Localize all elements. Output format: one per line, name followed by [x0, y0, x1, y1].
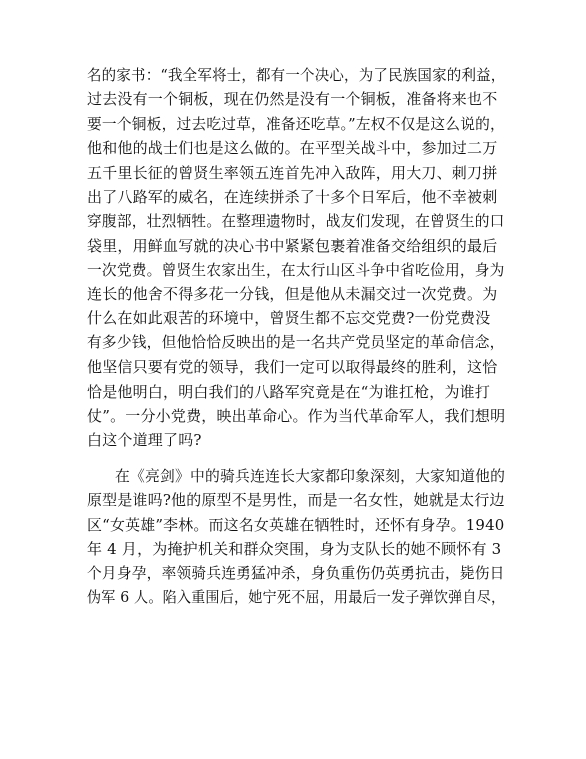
text-line: 穿腹部，壮烈牺牲。在整理遗物时，战友们发现，在曾贤生的口 — [87, 212, 505, 230]
text-line: 区“女英雄”李林。而这名女英雄在牺牲时，还怀有身孕。1940 — [87, 516, 505, 534]
text-line: 要一个铜板，过去吃过草，准备还吃草。”左权不仅是这么说的， — [87, 115, 505, 133]
text-line: 个月身孕，率领骑兵连勇猛冲杀，身负重伤仍英勇抗击，毙伤日 — [87, 564, 505, 582]
text-line: 年 4 月，为掩护机关和群众突围，身为支队长的她不顾怀有 3 — [87, 540, 502, 558]
paragraph-first-line: 在《亮剑》中的骑兵连连长大家都印象深刻，大家知道他的 — [115, 467, 506, 485]
text-line: 五千里长征的曾贤生率领五连首先冲入敌阵，用大刀、刺刀拼 — [87, 164, 498, 182]
text-line: 有多少钱，但他恰恰反映出的是一名共产党员坚定的革命信念， — [87, 333, 505, 351]
text-line: 出了八路军的威名，在连续拼杀了十多个日军后，他不幸被刺 — [87, 188, 498, 206]
text-line: 他和他的战士们也是这么做的。在平型关战斗中，参加过二万 — [87, 139, 498, 157]
text-line: 过去没有一个铜板，现在仍然是没有一个铜板，准备将来也不 — [87, 90, 498, 108]
text-line: 什么在如此艰苦的环境中，曾贤生都不忘交党费?一份党费没 — [87, 309, 491, 327]
text-line: 伪军 6 人。陷入重围后，她宁死不屈，用最后一发子弹饮弹自尽， — [87, 588, 506, 606]
text-line: 一次党费。曾贤生农家出生，在太行山区斗争中省吃俭用，身为 — [87, 261, 505, 279]
text-line: 白这个道理了吗? — [87, 431, 202, 449]
text-line: 袋里，用鲜血写就的决心书中紧紧包裹着准备交给组织的最后 — [87, 237, 498, 255]
text-line: 名的家书：“我全军将士，都有一个决心，为了民族国家的利益， — [87, 66, 506, 84]
text-line: 他坚信只要有党的领导，我们一定可以取得最终的胜利，这恰 — [87, 358, 498, 376]
text-line: 原型是谁吗?他的原型不是男性，而是一名女性，她就是太行边 — [87, 491, 505, 509]
text-line: 连长的他舍不得多花一分钱，但是他从未漏交过一次党费。为 — [87, 285, 498, 303]
text-line: 仗”。一分小党费，映出革命心。作为当代革命军人，我们想明 — [87, 407, 506, 425]
text-line: 恰是他明白，明白我们的八路军究竟是在“为谁扛枪，为谁打 — [87, 383, 491, 401]
